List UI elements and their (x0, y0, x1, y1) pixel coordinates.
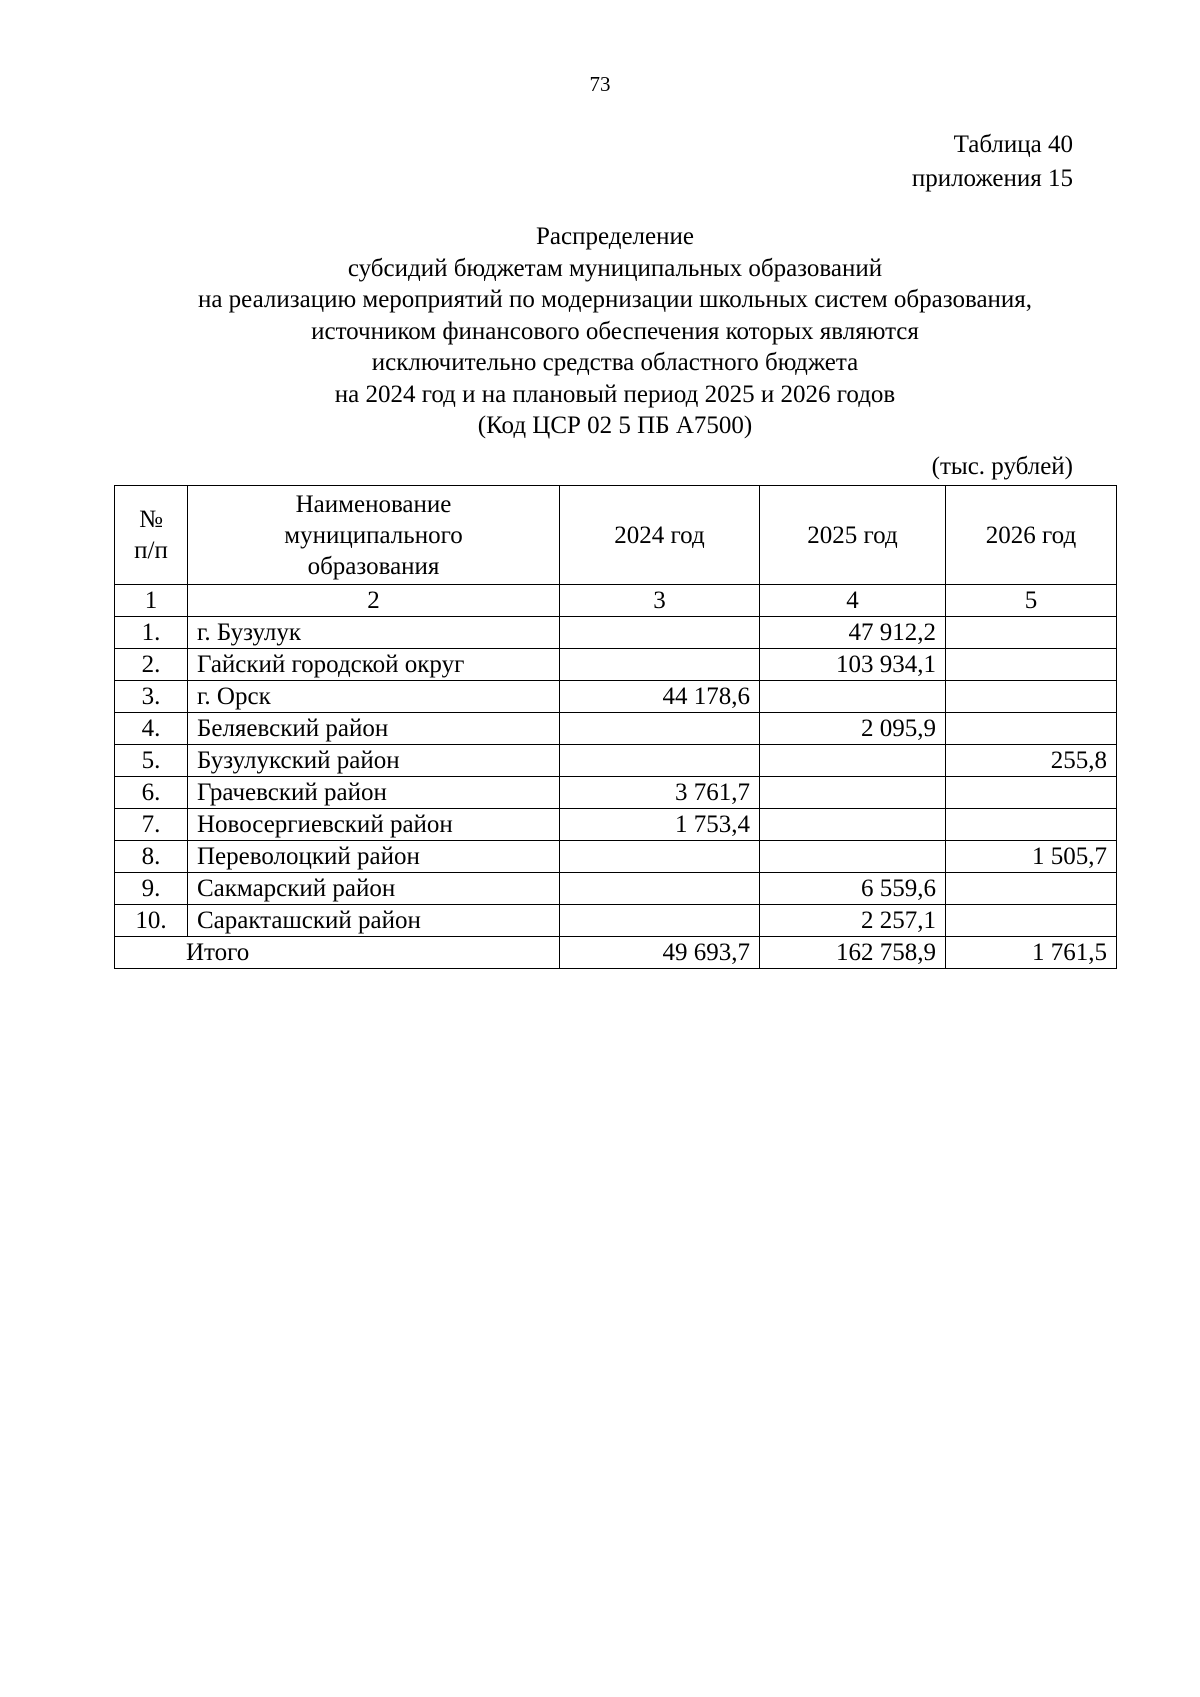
value-2024 (560, 905, 760, 937)
table-row (115, 905, 1117, 937)
value-2025 (760, 809, 946, 841)
column-numbers-row (115, 585, 1117, 617)
municipality-name: Саракташский район (188, 905, 560, 937)
value-2025 (760, 681, 946, 713)
header-text: п/п (134, 537, 168, 564)
header-text: № (139, 506, 163, 533)
municipality-name: Гайский городской округ (188, 649, 560, 681)
title-line: на 2024 год и на плановый период 2025 и 2026 годов (334, 380, 896, 408)
title-line: на реализацию мероприятий по модернизации школьных систем образования, (197, 286, 1033, 313)
header-year-2026: 2026 год (946, 486, 1117, 585)
value-2024 (560, 617, 760, 649)
table-row (115, 745, 1117, 777)
value-2024 (560, 745, 760, 777)
units-label: (тыс. рублей) (931, 453, 1073, 480)
value-2026 (946, 873, 1117, 905)
row-number: 7. (115, 809, 188, 841)
value-2026 (946, 777, 1117, 809)
row-number: 9. (115, 873, 188, 905)
value-2026 (946, 905, 1117, 937)
value-2024 (560, 873, 760, 905)
header-municipality-name (188, 486, 560, 585)
municipality-name: г. Орск (188, 681, 560, 713)
header-text: Наименование (295, 490, 452, 518)
column-number: 2 (188, 585, 560, 617)
value-2024: 3 761,7 (560, 777, 760, 809)
table-row (115, 841, 1117, 873)
value-2025 (760, 841, 946, 873)
row-number: 4. (115, 713, 188, 745)
header-year-2025: 2025 год (760, 486, 946, 585)
value-2024 (560, 713, 760, 745)
value-2026: 1 505,7 (946, 841, 1117, 873)
value-2025: 2 257,1 (760, 905, 946, 937)
municipality-name: Бузулукский район (188, 745, 560, 777)
total-2025: 162 758,9 (760, 937, 946, 969)
value-2026 (946, 617, 1117, 649)
table-reference-appendix: приложения 15 (911, 165, 1073, 192)
total-row (115, 937, 1117, 969)
total-2026: 1 761,5 (946, 937, 1117, 969)
table-reference (912, 128, 1073, 196)
title-line: (Код ЦСР 02 5 ПБ А7500) (477, 412, 753, 439)
row-number: 6. (115, 777, 188, 809)
municipality-name: Сакмарский район (188, 873, 560, 905)
row-number: 1. (115, 617, 188, 649)
title-line: источником финансового обеспечения которых являются (311, 317, 919, 345)
table-header-row (115, 486, 1117, 585)
row-number: 2. (115, 649, 188, 681)
title-line: исключительно средства областного бюджета (371, 349, 859, 376)
table-reference-number: Таблица 40 (953, 131, 1073, 158)
table-row (115, 649, 1117, 681)
value-2025: 2 095,9 (760, 713, 946, 745)
value-2024: 1 753,4 (560, 809, 760, 841)
value-2026 (946, 809, 1117, 841)
table-row (115, 681, 1117, 713)
value-2026: 255,8 (946, 745, 1117, 777)
table-row (115, 617, 1117, 649)
municipality-name: Новосергиевский район (188, 809, 560, 841)
header-row-number (115, 486, 188, 585)
title-line: субсидий бюджетам муниципальных образований (347, 254, 883, 282)
value-2025: 47 912,2 (760, 617, 946, 649)
value-2024: 44 178,6 (560, 681, 760, 713)
column-number: 5 (946, 585, 1117, 617)
value-2025: 6 559,6 (760, 873, 946, 905)
total-label-cell (115, 937, 560, 969)
row-number: 8. (115, 841, 188, 873)
value-2026 (946, 681, 1117, 713)
header-text: образования (307, 552, 440, 580)
document-title (150, 221, 1080, 442)
value-2025 (760, 745, 946, 777)
header-text: муниципального (284, 521, 463, 549)
table-row (115, 809, 1117, 841)
value-2024 (560, 841, 760, 873)
row-number: 3. (115, 681, 188, 713)
column-number: 3 (560, 585, 760, 617)
column-number: 1 (115, 585, 188, 617)
row-number: 10. (115, 905, 188, 937)
page-number: 73 (589, 72, 611, 96)
municipality-name: Переволоцкий район (188, 841, 560, 873)
table-row (115, 873, 1117, 905)
value-2025 (760, 777, 946, 809)
value-2024 (560, 649, 760, 681)
value-2026 (946, 649, 1117, 681)
value-2026 (946, 713, 1117, 745)
total-label: Итого (186, 939, 250, 966)
row-number: 5. (115, 745, 188, 777)
value-2025: 103 934,1 (760, 649, 946, 681)
total-2024: 49 693,7 (560, 937, 760, 969)
subsidy-distribution-table (114, 485, 1117, 969)
municipality-name: Беляевский район (188, 713, 560, 745)
header-year-2024: 2024 год (560, 486, 760, 585)
title-line: Распределение (536, 223, 694, 250)
table-row (115, 777, 1117, 809)
municipality-name: Грачевский район (188, 777, 560, 809)
column-number: 4 (760, 585, 946, 617)
municipality-name: г. Бузулук (188, 617, 560, 649)
table-row (115, 713, 1117, 745)
